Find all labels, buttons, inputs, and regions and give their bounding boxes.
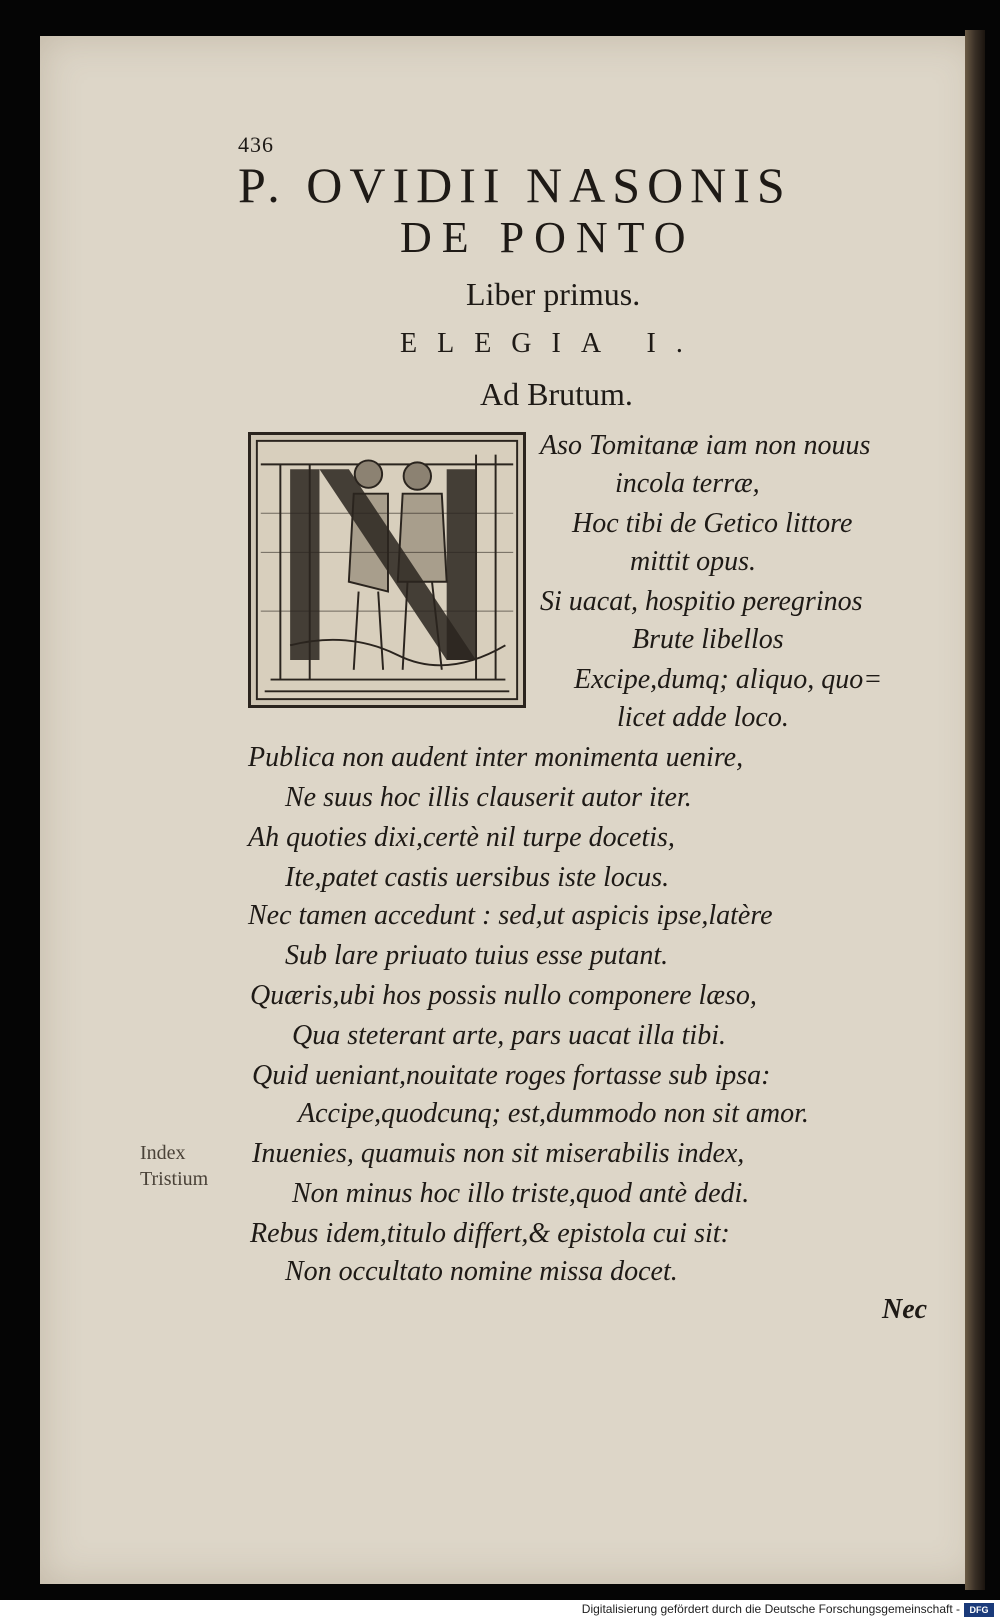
margin-note-line: Tristium: [140, 1168, 209, 1190]
verse-line: Ne suus hoc illis clauserit autor iter.: [285, 782, 692, 813]
title-work: DE PONTO: [400, 213, 696, 262]
woodcut-initial-illustration: [248, 432, 526, 708]
verse-line: Non occultato nomine missa docet.: [285, 1256, 678, 1287]
title-author: P. OVIDII NASONIS: [238, 157, 792, 213]
verse-line: Non minus hoc illo triste,quod antè dedi.: [292, 1178, 750, 1209]
verse-line: Sub lare priuato tuius esse putant.: [285, 940, 669, 971]
verse-line: Publica non audent inter monimenta uenire,: [248, 742, 744, 773]
verse-line: Hoc tibi de Getico littore: [572, 508, 853, 539]
verse-line: Rebus idem,titulo differt,& epistola cui sit:: [250, 1218, 730, 1249]
page-edge: [965, 30, 985, 1590]
section-heading: ELEGIA I.: [400, 328, 703, 359]
verse-line: Inuenies, quamuis non sit miserabilis index,: [252, 1138, 745, 1169]
verse-line: Si uacat, hospitio peregrinos: [540, 586, 863, 617]
verse-line: Qua steterant arte, pars uacat illa tibi.: [292, 1020, 726, 1051]
book-heading: Liber primus.: [466, 276, 641, 312]
margin-note-line: Index: [140, 1142, 186, 1164]
verse-line: licet adde loco.: [617, 702, 789, 733]
verse-line: incola terræ,: [615, 468, 760, 499]
verse-line: Nec tamen accedunt : sed,ut aspicis ipse,latère: [248, 900, 773, 931]
addressee-heading: Ad Brutum.: [480, 376, 633, 412]
margin-note: [140, 1140, 208, 1192]
verse-line: Ah quoties dixi,certè nil turpe docetis,: [248, 822, 675, 853]
funding-credit: Digitalisierung gefördert durch die Deutsche Forschungsgemeinschaft -: [581, 1602, 960, 1616]
verse-line: Aso Tomitanæ iam non nouus: [540, 430, 871, 461]
verse-line: mittit opus.: [630, 546, 757, 577]
catchword: Nec: [882, 1294, 928, 1325]
verse-line: Ite,patet castis uersibus iste locus.: [285, 862, 670, 893]
verse-line: Accipe,quodcunq; est,dummodo non sit amor.: [298, 1098, 809, 1129]
woodcut-image: [251, 435, 523, 705]
page-number: 436: [238, 132, 274, 157]
verse-line: Excipe,dumq; aliquo, quo=: [574, 664, 883, 695]
verse-line: Quæris,ubi hos possis nullo componere læso,: [250, 980, 757, 1011]
dfg-logo: DFG: [964, 1603, 994, 1617]
verse-line: Brute libellos: [632, 624, 784, 655]
verse-line: Quid ueniant,nouitate roges fortasse sub ipsa:: [252, 1060, 771, 1091]
footer-bar: [0, 1600, 1000, 1620]
